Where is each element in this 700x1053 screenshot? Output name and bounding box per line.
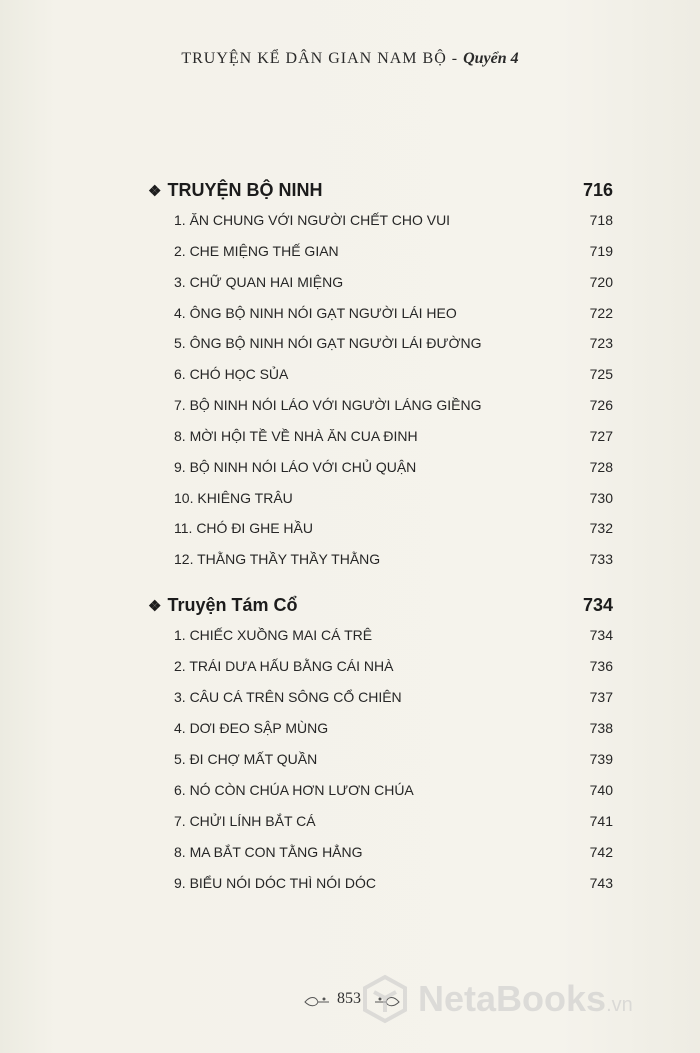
entry-label: 10. KHIÊNG TRÂU [174,490,293,506]
entry-page: 730 [589,490,613,506]
toc-entry [148,875,613,895]
entry-page: 738 [589,720,613,736]
title-separator: - [446,50,464,67]
entry-label: 4. DƠI ĐEO SẬP MÙNG [174,720,329,736]
entry-label: 7. BỘ NINH NÓI LÁO VỚI NGƯỜI LÁNG GIỀNG [174,397,482,413]
entry-label: 6. CHÓ HỌC SỦA [174,366,289,382]
entry-page: 742 [589,844,613,860]
entry-page: 720 [589,274,613,290]
toc-entry [148,459,613,479]
entry-page: 740 [589,782,613,798]
entry-page: 732 [589,520,613,536]
volume-label: Quyển 4 [463,50,519,67]
toc-entry [148,551,613,571]
entry-page: 723 [589,335,613,351]
watermark [358,970,688,1026]
entry-label: 8. MA BẮT CON TẰNG HẲNG [174,844,363,860]
book-logo-icon [360,974,410,1024]
toc-entry [148,428,613,448]
entry-label: 5. ĐI CHỢ MẤT QUẦN [174,751,318,767]
section-title: TRUYỆN BỘ NINH [167,180,323,200]
entry-label: 9. BỘ NINH NÓI LÁO VỚI CHỦ QUẬN [174,459,417,475]
entry-label: 2. CHE MIỆNG THẾ GIAN [174,243,339,259]
book-title: TRUYỆN KỂ DÂN GIAN NAM BỘ [181,50,447,67]
toc-entry [148,751,613,771]
entry-page: 737 [589,689,613,705]
watermark-suffix: .vn [606,994,633,1016]
diamond-bullet-icon: ❖ [148,183,162,200]
entry-page: 734 [589,627,613,643]
entry-label: 2. TRÁI DƯA HẤU BẰNG CÁI NHÀ [174,658,394,674]
entry-page: 726 [589,397,613,413]
running-head [0,50,700,68]
entry-page: 739 [589,751,613,767]
watermark-brand: NetaBooks [418,978,607,1019]
entry-label: 8. MỜI HỘI TỀ VỀ NHÀ ĂN CUA ĐINH [174,428,418,444]
entry-label: 7. CHỬI LÍNH BẮT CÁ [174,813,316,829]
toc-entry [148,212,613,232]
entry-page: 719 [589,243,613,259]
toc-entry [148,844,613,864]
floral-ornament-icon [304,995,330,1009]
diamond-bullet-icon: ❖ [148,598,162,615]
entry-label: 1. CHIẾC XUỒNG MAI CÁ TRÊ [174,627,373,643]
toc-entry [148,689,613,709]
toc-entry [148,520,613,540]
toc-entry [148,490,613,510]
entry-label: 5. ÔNG BỘ NINH NÓI GẠT NGƯỜI LÁI ĐƯỜNG [174,335,482,351]
section-page: 734 [582,595,613,615]
entry-label: 9. BIỂU NÓI DÓC THÌ NÓI DÓC [174,875,376,891]
toc-entry [148,782,613,802]
toc-entry [148,627,613,647]
toc-entry [148,813,613,833]
entry-page: 725 [589,366,613,382]
entry-page: 722 [589,305,613,321]
entry-page: 718 [589,212,613,228]
entry-label: 4. ÔNG BỘ NINH NÓI GẠT NGƯỜI LÁI HEO [174,305,457,321]
entry-page: 743 [589,875,613,891]
entry-label: 6. NÓ CÒN CHÚA HƠN LƯƠN CHÚA [174,782,414,798]
toc-entry [148,658,613,678]
toc-entry [148,274,613,294]
toc-entry [148,720,613,740]
section-title: Truyện Tám Cổ [167,595,298,615]
toc-entry [148,397,613,417]
section-heading [148,180,613,204]
entry-label: 3. CÂU CÁ TRÊN SÔNG CỔ CHIÊN [174,689,402,705]
entry-label: 3. CHỮ QUAN HAI MIỆNG [174,274,344,290]
entry-label: 1. ĂN CHUNG VỚI NGƯỜI CHẾT CHO VUI [174,212,451,228]
toc-entry [148,366,613,386]
entry-page: 736 [589,658,613,674]
entry-page: 733 [589,551,613,567]
page-number: 853 [337,990,361,1007]
entry-page: 741 [589,813,613,829]
toc-entry [148,243,613,263]
entry-page: 728 [589,459,613,475]
entry-label: 12. THẰNG THẦY THẦY THẰNG [174,551,381,567]
entry-label: 11. CHÓ ĐI GHE HẦU [174,520,313,536]
entry-page: 727 [589,428,613,444]
toc-entry [148,335,613,355]
toc-entry [148,305,613,325]
section-heading [148,595,613,619]
section-page: 716 [582,180,613,200]
